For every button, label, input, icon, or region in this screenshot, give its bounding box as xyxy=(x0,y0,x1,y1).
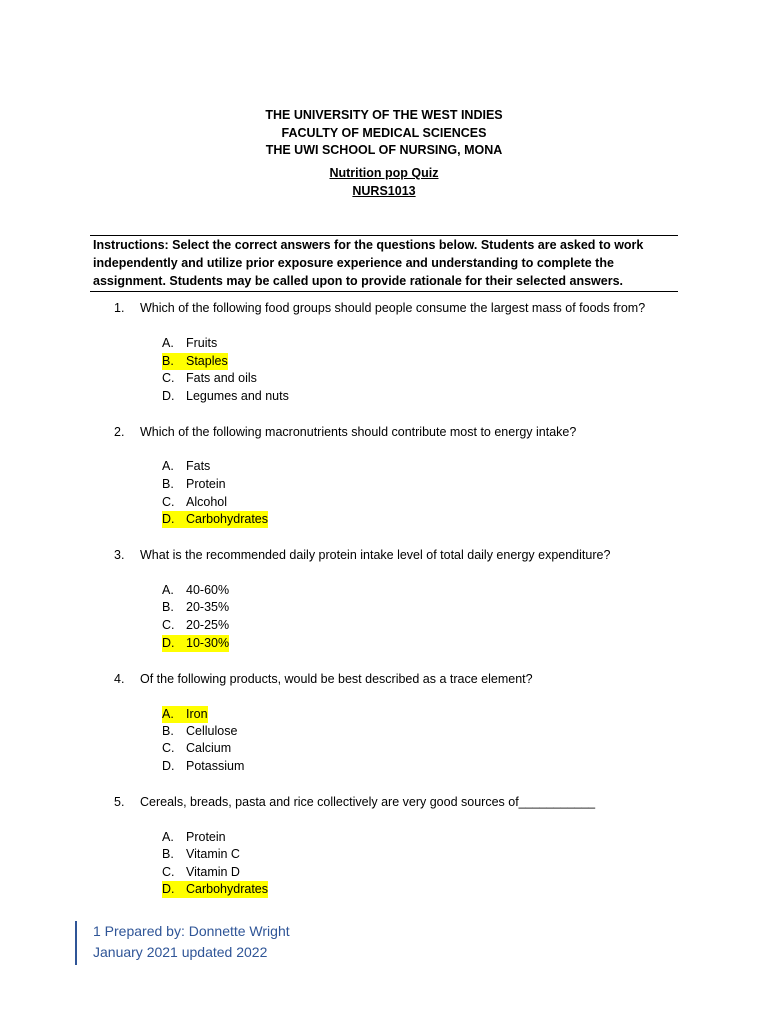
option-text: Vitamin C xyxy=(186,847,240,861)
option-5d-answer xyxy=(162,881,268,898)
option-2c xyxy=(162,494,227,511)
document-header xyxy=(0,107,768,160)
option-5a xyxy=(162,829,226,846)
option-3b xyxy=(162,599,229,616)
question-2 xyxy=(114,425,576,439)
option-letter: A. xyxy=(162,830,174,844)
option-1b-answer xyxy=(162,353,228,370)
school-name: THE UWI SCHOOL OF NURSING, MONA xyxy=(265,143,503,157)
option-letter: D. xyxy=(162,512,175,526)
question-1 xyxy=(114,301,645,315)
faculty-name: FACULTY OF MEDICAL SCIENCES xyxy=(281,125,487,140)
option-letter: D. xyxy=(162,389,175,403)
question-number: 2. xyxy=(114,425,125,439)
option-text: Legumes and nuts xyxy=(186,389,289,403)
option-letter: C. xyxy=(162,495,175,509)
question-text: Of the following products, would be best described as a trace element? xyxy=(140,672,533,686)
option-text: Fruits xyxy=(186,336,218,350)
option-text: 20-35% xyxy=(186,600,230,614)
option-text: Carbohydrates xyxy=(186,512,268,526)
option-letter: D. xyxy=(162,882,175,896)
option-letter: C. xyxy=(162,618,175,632)
question-4 xyxy=(114,672,533,686)
option-text: 20-25% xyxy=(186,618,230,632)
question-5 xyxy=(114,795,595,809)
option-text: Alcohol xyxy=(186,495,227,509)
course-code: NURS1013 xyxy=(352,183,416,198)
option-letter: A. xyxy=(162,336,174,350)
option-5c xyxy=(162,864,240,881)
question-number: 5. xyxy=(114,795,125,809)
option-text: Carbohydrates xyxy=(186,882,268,896)
question-3 xyxy=(114,548,610,562)
option-text: Fats xyxy=(186,459,211,473)
option-letter: B. xyxy=(162,477,174,491)
option-letter: C. xyxy=(162,371,175,385)
option-letter: B. xyxy=(162,354,174,368)
option-letter: B. xyxy=(162,600,174,614)
option-letter: B. xyxy=(162,847,174,861)
instructions-box: Instructions: Select the correct answers for the questions below. Students are asked to work independently and utilize prior exposure experience and understanding to complete the assignment. Students may be called upon to provide rationale for their selected answers. xyxy=(90,235,678,292)
question-number: 1. xyxy=(114,301,125,315)
question-number: 4. xyxy=(114,672,125,686)
question-number: 3. xyxy=(114,548,125,562)
option-text: Protein xyxy=(186,477,226,491)
option-2d-answer xyxy=(162,511,268,528)
university-name: THE UNIVERSITY OF THE WEST INDIES xyxy=(265,108,503,122)
option-1a xyxy=(162,335,217,352)
option-text: Potassium xyxy=(186,759,245,773)
option-letter: C. xyxy=(162,865,175,879)
option-3d-answer xyxy=(162,635,229,652)
option-2b xyxy=(162,476,226,493)
option-1d xyxy=(162,388,289,405)
page-footer xyxy=(75,921,290,965)
footer-date: January 2021 updated 2022 xyxy=(93,944,268,960)
option-letter: C. xyxy=(162,741,175,755)
question-text: What is the recommended daily protein intake level of total daily energy expenditure? xyxy=(140,548,611,562)
question-text: Which of the following macronutrients should contribute most to energy intake? xyxy=(140,425,577,439)
question-text: Which of the following food groups should people consume the largest mass of foods from? xyxy=(140,301,646,315)
option-text: Cellulose xyxy=(186,724,238,738)
option-4d xyxy=(162,758,244,775)
option-letter: A. xyxy=(162,707,174,721)
quiz-heading xyxy=(0,165,768,200)
option-letter: D. xyxy=(162,759,175,773)
option-4c xyxy=(162,740,231,757)
option-4b xyxy=(162,723,237,740)
option-4a-answer xyxy=(162,706,208,723)
option-text: Protein xyxy=(186,830,226,844)
option-text: Staples xyxy=(186,354,228,368)
option-text: 40-60% xyxy=(186,583,230,597)
option-letter: B. xyxy=(162,724,174,738)
option-letter: D. xyxy=(162,636,175,650)
option-5b xyxy=(162,846,240,863)
option-text: Calcium xyxy=(186,741,232,755)
quiz-title: Nutrition pop Quiz xyxy=(329,166,439,180)
option-text: Vitamin D xyxy=(186,865,240,879)
option-text: Iron xyxy=(186,707,208,721)
option-2a xyxy=(162,458,210,475)
option-1c xyxy=(162,370,257,387)
option-3a xyxy=(162,582,229,599)
footer-prepared-by: 1 Prepared by: Donnette Wright xyxy=(93,923,290,939)
option-letter: A. xyxy=(162,459,174,473)
question-text: Cereals, breads, pasta and rice collectively are very good sources of___________ xyxy=(140,795,596,809)
option-letter: A. xyxy=(162,583,174,597)
option-text: Fats and oils xyxy=(186,371,257,385)
option-text: 10-30% xyxy=(186,636,230,650)
option-3c xyxy=(162,617,229,634)
